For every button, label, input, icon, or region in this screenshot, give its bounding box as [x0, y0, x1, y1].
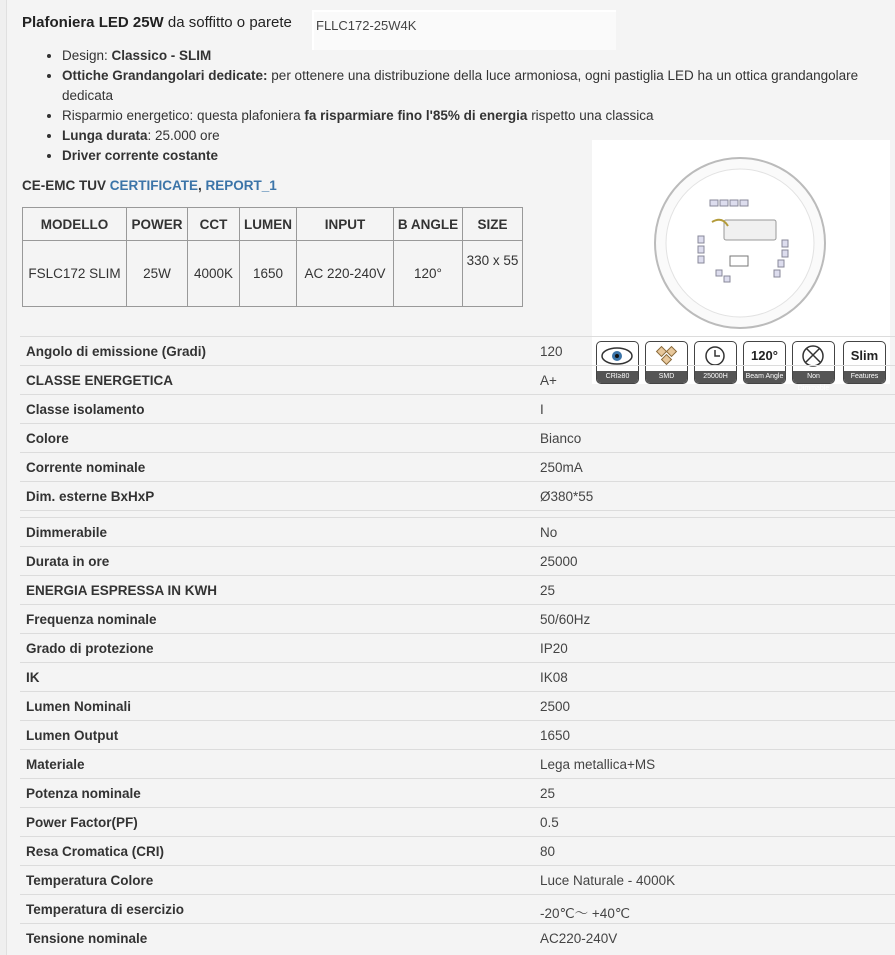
- product-code-box: [312, 10, 616, 50]
- beam-angle-icon: 120° Beam Angle: [743, 341, 786, 384]
- feature-item: • Driver corrente costante: [62, 146, 895, 166]
- attribute-row: ENERGIA ESPRESSA IN KWH 25: [20, 575, 895, 604]
- spec-cell: AC 220-240V: [297, 241, 394, 307]
- report-link[interactable]: REPORT_1: [205, 178, 277, 193]
- attribute-row: Lumen Output 1650: [20, 720, 895, 749]
- non-dimmable-icon: Non Dimmable: [792, 341, 835, 384]
- feature-item: • Risparmio energetico: questa plafoniera fa risparmiare fino l'85% di energia rispetto una classica: [62, 106, 895, 126]
- spec-cell: 1650: [240, 241, 297, 307]
- attribute-row: Corrente nominale 250mA: [20, 452, 895, 481]
- lifetime-clock-icon: 25000H: [694, 341, 737, 384]
- attribute-row: Materiale Lega metallica+MS: [20, 749, 895, 778]
- spec-cell: 4000K: [188, 241, 240, 307]
- spec-header: POWER: [127, 208, 188, 241]
- attribute-row: Lumen Nominali 2500: [20, 691, 895, 720]
- spec-row: [23, 241, 523, 307]
- attribute-row: Resa Cromatica (CRI) 80: [20, 836, 895, 865]
- attribute-row: Dimmerabile No: [20, 517, 895, 546]
- attribute-row: CLASSE ENERGETICA A+: [20, 365, 895, 394]
- attribute-row: Angolo di emissione (Gradi) 120: [20, 336, 895, 365]
- attribute-row: Colore Bianco: [20, 423, 895, 452]
- spec-header: B ANGLE: [394, 208, 463, 241]
- feature-item: • Lunga durata: 25.000 ore: [62, 126, 895, 146]
- product-code: FLLC172-25W4K: [316, 18, 417, 33]
- attribute-row: Temperatura Colore Luce Naturale - 4000K: [20, 865, 895, 894]
- attribute-row: Frequenza nominale 50/60Hz: [20, 604, 895, 633]
- attribute-row: Tensione nominale AC220-240V: [20, 923, 895, 952]
- product-title-bold: Plafoniera LED 25W: [22, 14, 164, 31]
- feature-item: • Ottiche Grandangolari dedicate: per ottenere una distribuzione della luce armoniosa, ogni pastiglia LED ha un ottica grandangolare dedicata: [62, 66, 895, 106]
- cert-prefix: CE-EMC TUV: [22, 178, 110, 193]
- spec-cell: 120°: [394, 241, 463, 307]
- spec-header: SIZE: [463, 208, 523, 241]
- spec-table: [22, 207, 523, 307]
- attribute-row: Potenza nominale 25: [20, 778, 895, 807]
- spec-header: MODELLO: [23, 208, 127, 241]
- smd-chip-icon: SMD: [645, 341, 688, 384]
- attribute-row: IK IK08: [20, 662, 895, 691]
- spec-header: LUMEN: [240, 208, 297, 241]
- slim-icon: Slim Features: [843, 341, 886, 384]
- cri-eye-icon: CRI≥80: [596, 341, 639, 384]
- spec-cell: 330 x 55: [463, 241, 523, 307]
- attribute-row: Dim. esterne BxHxP Ø380*55: [20, 481, 895, 510]
- attributes-table: [20, 336, 895, 952]
- spec-header: CCT: [188, 208, 240, 241]
- attribute-row: Classe isolamento I: [20, 394, 895, 423]
- attribute-row: Temperatura di esercizio -20℃～ +40℃: [20, 894, 895, 923]
- certification-line: CE-EMC TUV CERTIFICATE, REPORT_1: [22, 178, 277, 193]
- feature-item: • Design: Classico - SLIM: [62, 46, 895, 66]
- spec-header: INPUT: [297, 208, 394, 241]
- spec-cell: 25W: [127, 241, 188, 307]
- attribute-row: Grado di protezione IP20: [20, 633, 895, 662]
- attribute-row: Power Factor(PF) 0.5: [20, 807, 895, 836]
- spec-header-row: [23, 208, 523, 241]
- product-title: [22, 14, 292, 31]
- spec-cell: FSLC172 SLIM: [23, 241, 127, 307]
- product-title-rest: da soffitto o parete: [163, 14, 292, 31]
- attribute-row: Durata in ore 25000: [20, 546, 895, 575]
- certificate-link[interactable]: CERTIFICATE: [109, 178, 198, 193]
- ceiling-lamp-illustration: [592, 140, 890, 340]
- section-divider: [20, 510, 895, 517]
